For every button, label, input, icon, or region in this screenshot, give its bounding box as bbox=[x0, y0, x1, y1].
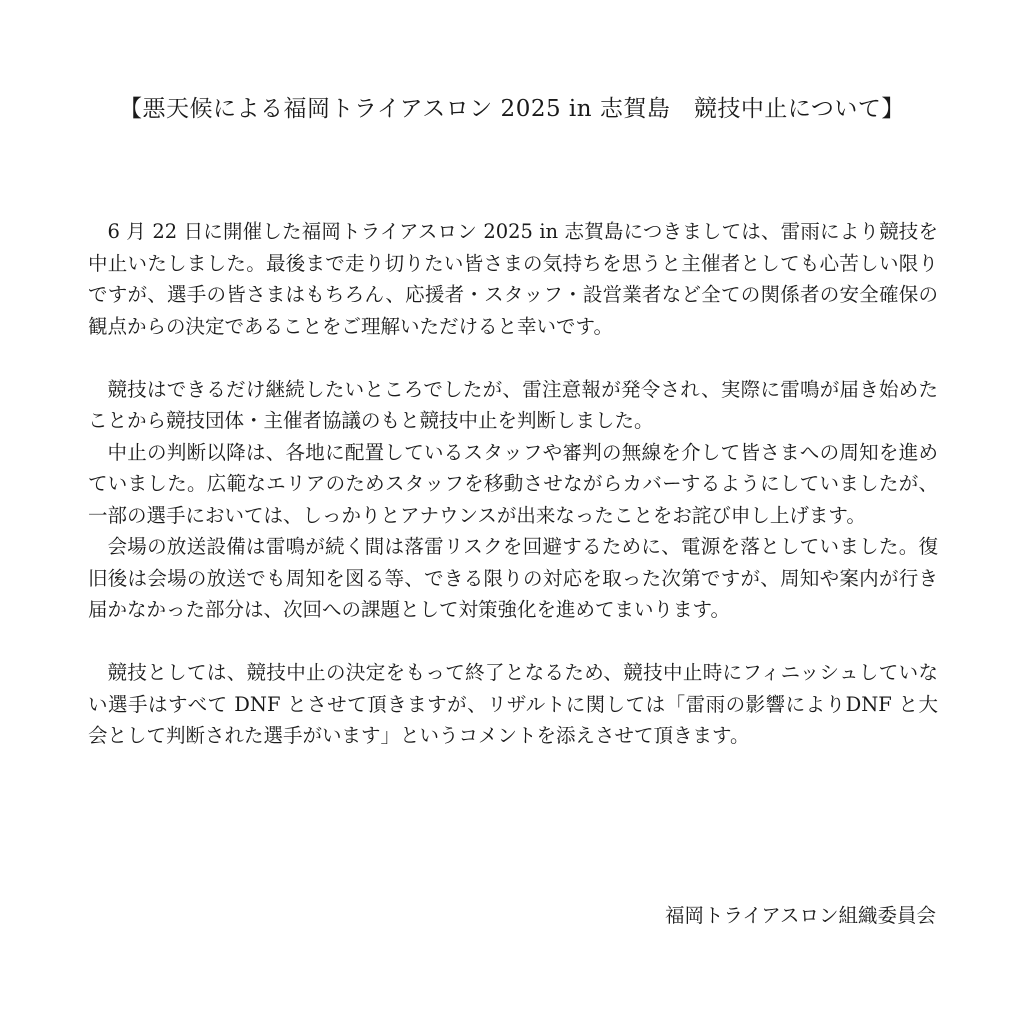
notice-body bbox=[88, 216, 938, 752]
paragraph-broadcast-equipment: 会場の放送設備は雷鳴が続く間は落雷リスクを回避するために、電源を落としていました。復旧後は会場の放送でも周知を図る等、できる限りの対応を取った次第ですが、周知や案内が行き届かなかった部分は、次回への課題として対策強化を進めてまいります。 bbox=[88, 535, 938, 621]
paragraph-decision: 競技はできるだけ継続したいところでしたが、雷注意報が発令され、実際に雷鳴が届き始めたことから競技団体・主催者協議のもと競技中止を判断しました。 bbox=[88, 377, 938, 432]
notice-title: 【悪天候による福岡トライアスロン 2025 in 志賀島 競技中止について】 bbox=[119, 96, 905, 122]
paragraph-gap bbox=[88, 626, 938, 658]
paragraph-results-dnf: 競技としては、競技中止の決定をもって終了となるため、競技中止時にフィニッシュしていない選手はすべて DNF とさせて頂きますが、リザルトに関しては「雷雨の影響によりDNF と大会として判断された選手がいます」というコメントを添えさせて頂きます。 bbox=[88, 661, 938, 747]
organizer-signature: 福岡トライアスロン組織委員会 bbox=[664, 904, 936, 927]
paragraph-gap bbox=[88, 342, 938, 374]
paragraph-cancellation: 6 月 22 日に開催した福岡トライアスロン 2025 in 志賀島につきましては、雷雨により競技を 中止いたしました。最後まで走り切りたい皆さまの気持ちを思うと主催者としても心苦しい限りですが、選手の皆さまはもちろん、応援者・スタッフ・設営業者など全ての関係者の安全確保の観点からの決定であることをご理解いただけると幸いです。 bbox=[88, 220, 938, 338]
paragraph-staff-notification: 中止の判断以降は、各地に配置しているスタッフや審判の無線を介して皆さまへの周知を進めていました。広範なエリアのためスタッフを移動させながらカバーするようにしていましたが、一部の選手においては、しっかりとアナウンスが出来なったことをお詫び申し上げます。 bbox=[88, 440, 938, 527]
